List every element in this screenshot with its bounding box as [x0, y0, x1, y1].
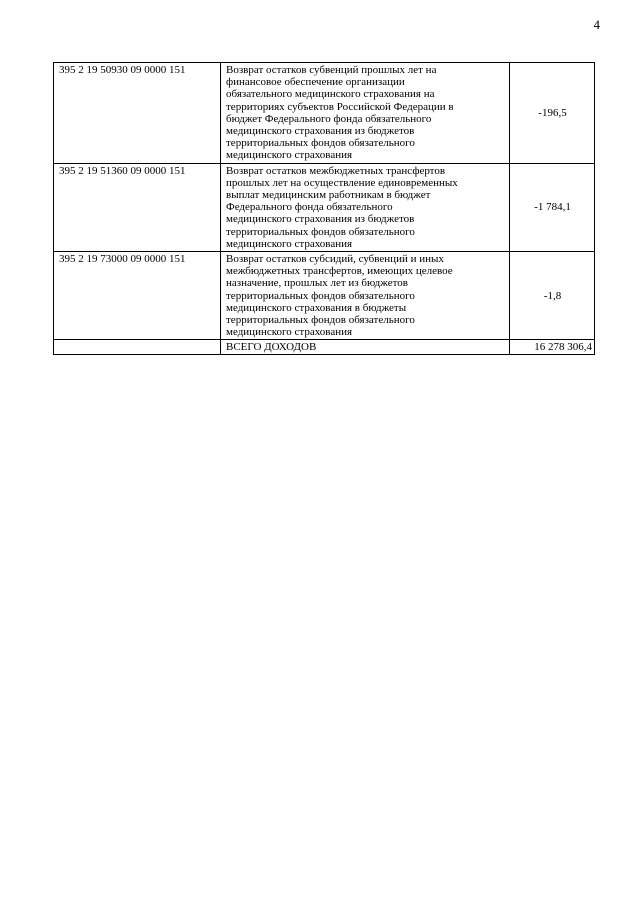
- revenue-name-line: территориальных фондов обязательного: [226, 225, 415, 238]
- revenue-name-line: медицинского страхования: [226, 326, 353, 339]
- budget-code-cell: 395 2 19 50930 09 0000 151: [54, 63, 221, 164]
- total-row: [54, 340, 595, 355]
- revenue-name-line: территориях субъектов Российской Федерации в: [226, 100, 454, 113]
- amount-cell: -196,5: [510, 63, 595, 164]
- revenue-name-line: территориальных фондов обязательного: [226, 289, 415, 302]
- revenue-name-line: Федерального фонда обязательного: [226, 201, 393, 214]
- amount-cell: -1 784,1: [510, 163, 595, 251]
- budget-code-cell: 395 2 19 73000 09 0000 151: [54, 252, 221, 340]
- revenue-name-line: Возврат остатков субсидий, субвенций и иных: [226, 253, 444, 266]
- table-row: [54, 252, 595, 340]
- revenue-name-line: медицинского страхования в бюджеты: [226, 301, 407, 314]
- table-row: [54, 163, 595, 251]
- revenue-table: [53, 62, 595, 355]
- revenue-name-cell: [221, 252, 510, 340]
- revenue-name-line: межбюджетных трансфертов, имеющих целевое: [226, 265, 453, 278]
- total-amount: 16 278 306,4: [510, 340, 595, 355]
- total-label: ВСЕГО ДОХОДОВ: [221, 340, 510, 355]
- revenue-name-line: Возврат остатков межбюджетных трансфертов: [226, 164, 446, 177]
- revenue-name-line: медицинского страхования из бюджетов: [226, 213, 415, 226]
- revenue-name-line: территориальных фондов обязательного: [226, 137, 415, 150]
- amount-cell: -1,8: [510, 252, 595, 340]
- revenue-name-line: медицинского страхования: [226, 149, 353, 162]
- revenue-name-line: выплат медицинским работникам в бюджет: [226, 189, 431, 202]
- table-row: [54, 63, 595, 164]
- budget-code-cell: 395 2 19 51360 09 0000 151: [54, 163, 221, 251]
- revenue-name-line: прошлых лет на осуществление единовременных: [226, 176, 458, 189]
- revenue-name-line: финансовое обеспечение организации: [226, 76, 405, 89]
- revenue-name-line: территориальных фондов обязательного: [226, 314, 415, 327]
- revenue-name-cell: [221, 163, 510, 251]
- page-number: 4: [593, 17, 600, 32]
- revenue-name-line: Возврат остатков субвенций прошлых лет на: [226, 64, 437, 76]
- revenue-name-line: медицинского страхования из бюджетов: [226, 125, 415, 138]
- revenue-name-line: обязательного медицинского страхования на: [226, 88, 435, 101]
- revenue-name-cell: [221, 63, 510, 164]
- total-code-cell: [54, 340, 221, 355]
- revenue-name-line: назначение, прошлых лет из бюджетов: [226, 277, 408, 290]
- revenue-name-line: медицинского страхования: [226, 237, 353, 250]
- revenue-name-line: бюджет Федерального фонда обязательного: [226, 112, 432, 125]
